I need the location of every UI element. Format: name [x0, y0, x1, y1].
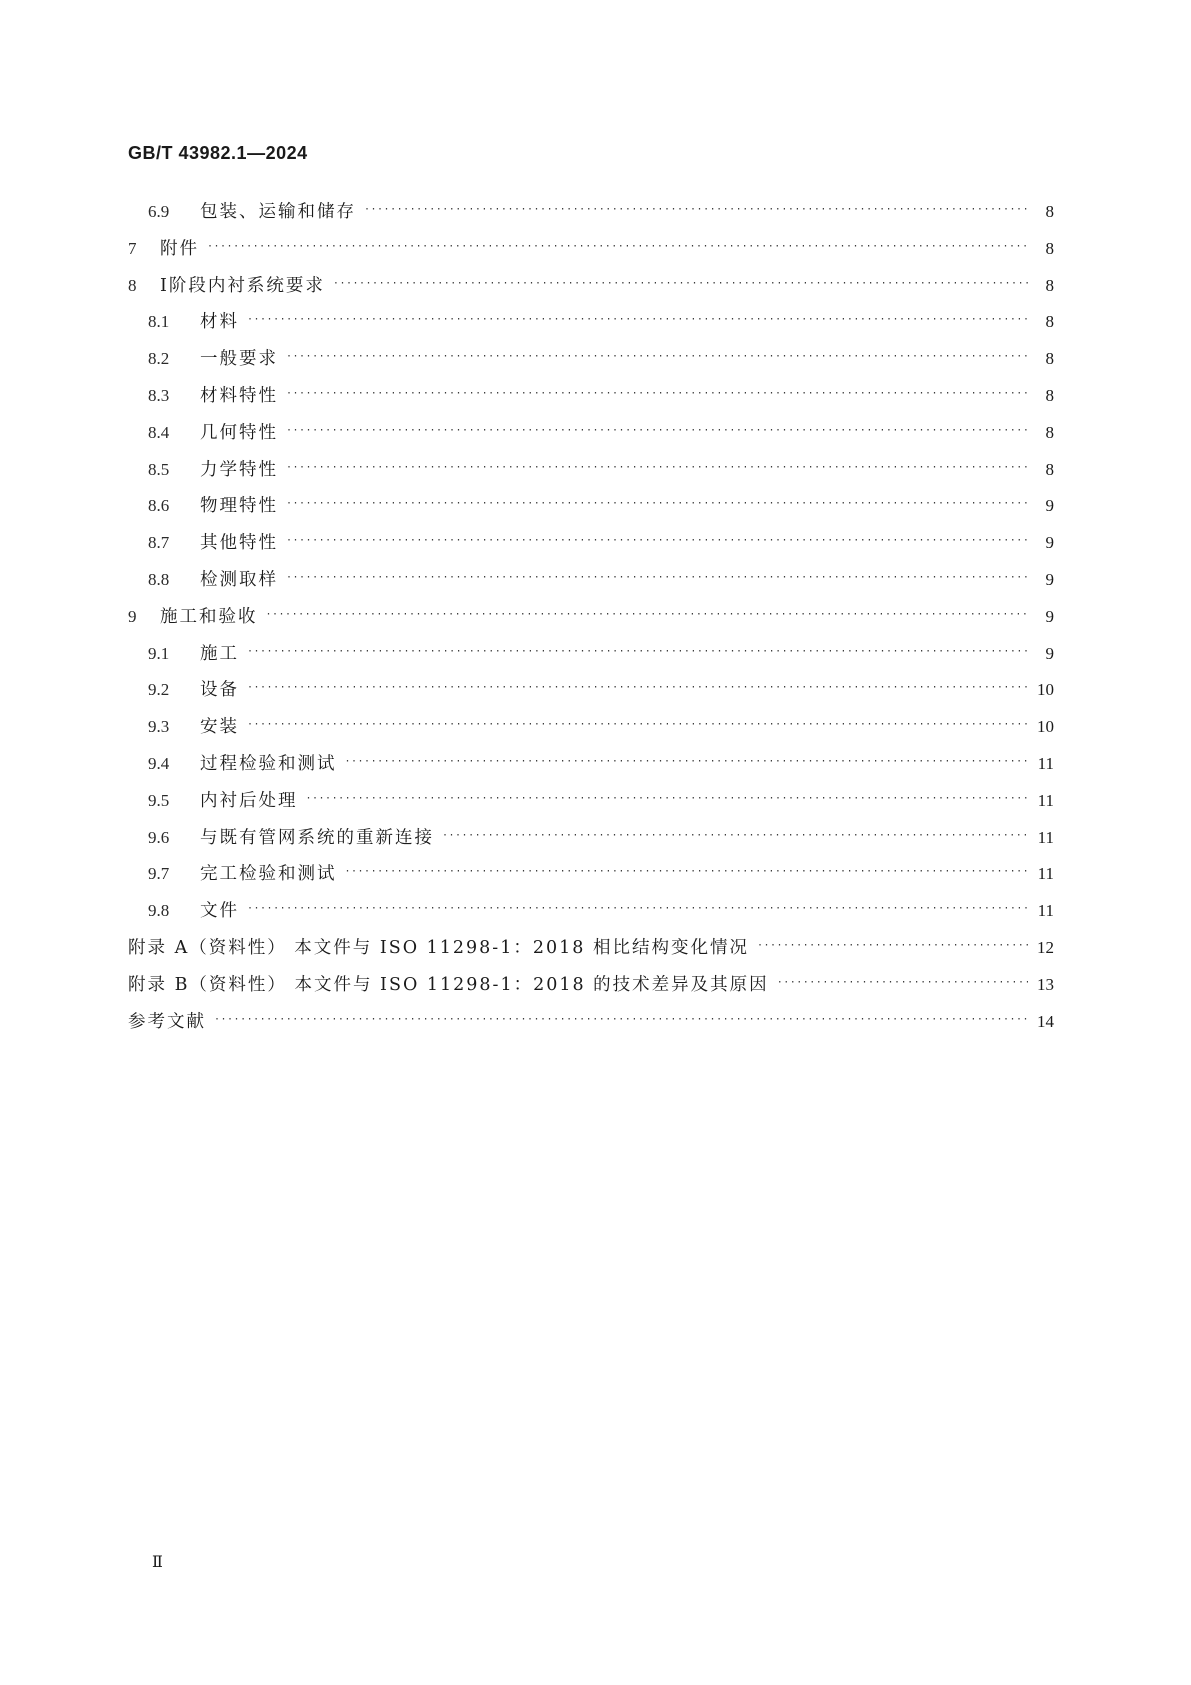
toc-title: 包装、运输和储存	[200, 202, 356, 222]
toc-entry-6-9[interactable]	[128, 194, 1054, 231]
toc-leader-dots	[442, 818, 1028, 855]
toc-title: 一般要求	[200, 349, 278, 370]
toc-leader-dots	[306, 781, 1029, 818]
toc-entry-9-5[interactable]	[128, 783, 1054, 820]
toc-title: 附件	[160, 238, 199, 259]
toc-page-number: 11	[1037, 864, 1054, 884]
toc-leader-dots	[286, 339, 1028, 376]
toc-leader-dots	[345, 744, 1029, 781]
toc-number: 6.9	[148, 202, 170, 221]
toc-number: 8.3	[148, 385, 170, 405]
toc-title: 材料	[200, 312, 239, 333]
toc-title: 施工	[200, 643, 239, 664]
toc-number: 9	[128, 606, 137, 626]
toc-leader-dots	[364, 192, 1028, 229]
toc-page-number: 8	[1045, 238, 1054, 258]
toc-leader-dots	[214, 1002, 1028, 1039]
toc-leader-dots	[207, 229, 1028, 266]
toc-page-number: 11	[1037, 827, 1054, 847]
toc-title: 力学特性	[200, 459, 278, 480]
toc-leader-dots	[247, 634, 1028, 671]
toc-leader-dots	[247, 302, 1028, 339]
toc-number: 8.5	[148, 459, 170, 479]
toc-page-number: 8	[1045, 422, 1054, 442]
toc-number: 9.7	[148, 864, 170, 884]
toc-title: 过程检验和测试	[200, 753, 337, 774]
toc-title: 与既有管网系统的重新连接	[200, 827, 434, 848]
toc-page-number: 9	[1045, 496, 1054, 516]
toc-number: 9.4	[148, 753, 170, 773]
toc-entry-9[interactable]	[128, 599, 1054, 636]
toc-title: 完工检验和测试	[200, 864, 337, 885]
toc-title: 安装	[200, 717, 239, 738]
toc-entry-9-4[interactable]	[128, 746, 1054, 783]
toc-number: 8.7	[148, 533, 170, 553]
toc-entry-annex-b[interactable]	[128, 967, 1054, 1004]
toc-number: 8.2	[148, 349, 170, 369]
toc-entry-9-2[interactable]	[128, 672, 1054, 709]
toc-page-number: 14	[1037, 1011, 1054, 1031]
toc-page-number: 11	[1037, 790, 1054, 810]
toc-page-number: 11	[1037, 753, 1054, 773]
toc-leader-dots	[286, 376, 1028, 413]
toc-page-number: 13	[1037, 974, 1054, 994]
toc-page-number: 9	[1045, 643, 1054, 663]
toc-entry-8-2[interactable]	[128, 341, 1054, 378]
toc-page-number: 8	[1045, 385, 1054, 405]
toc-page-number: 11	[1037, 901, 1054, 921]
page-number: Ⅱ	[152, 1554, 163, 1571]
toc-number: 9.2	[148, 680, 170, 700]
toc-number: 9.8	[148, 901, 170, 921]
toc-title: 参考文献	[128, 1011, 206, 1032]
toc-entry-8-8[interactable]	[128, 562, 1054, 599]
toc-leader-dots	[247, 707, 1028, 744]
toc-entry-7[interactable]	[128, 231, 1054, 268]
toc-leader-dots	[286, 560, 1028, 597]
toc-page-number: 9	[1045, 606, 1054, 626]
toc-number: 9.5	[148, 790, 170, 810]
toc-title: Ⅰ阶段内衬系统要求	[160, 275, 325, 296]
toc-page-number: 8	[1045, 312, 1054, 332]
toc-entry-9-1[interactable]	[128, 636, 1054, 673]
table-of-contents	[128, 194, 1054, 1040]
toc-leader-dots	[757, 928, 1028, 965]
toc-number: 8.1	[148, 312, 170, 332]
toc-number: 9.1	[148, 643, 170, 663]
toc-entry-annex-a[interactable]	[128, 930, 1054, 967]
toc-title: 物理特性	[200, 496, 278, 517]
toc-entry-9-7[interactable]	[128, 856, 1054, 893]
toc-entry-8-4[interactable]	[128, 415, 1054, 452]
toc-entry-9-8[interactable]	[128, 893, 1054, 930]
toc-title: 其他特性	[200, 533, 278, 554]
toc-title: 文件	[200, 901, 239, 922]
toc-entry-8-1[interactable]	[128, 304, 1054, 341]
toc-page-number: 8	[1045, 202, 1054, 221]
toc-leader-dots	[345, 854, 1029, 891]
toc-title: 材料特性	[200, 385, 278, 406]
toc-entry-8-6[interactable]	[128, 488, 1054, 525]
toc-number: 8.8	[148, 569, 170, 589]
toc-page-number: 9	[1045, 533, 1054, 553]
toc-entry-9-3[interactable]	[128, 709, 1054, 746]
toc-number: 8	[128, 275, 137, 295]
toc-number: 9.6	[148, 827, 170, 847]
toc-entry-8-5[interactable]	[128, 452, 1054, 489]
toc-title: 设备	[200, 680, 239, 701]
document-code: GB/T 43982.1—2024	[128, 143, 308, 163]
toc-number: 8.6	[148, 496, 170, 516]
toc-leader-dots	[777, 965, 1028, 1002]
toc-page-number: 10	[1037, 717, 1054, 737]
toc-leader-dots	[247, 891, 1028, 928]
toc-page-number: 8	[1045, 275, 1054, 295]
toc-entry-8[interactable]	[128, 268, 1054, 305]
toc-leader-dots	[247, 670, 1028, 707]
toc-number: 8.4	[148, 422, 170, 442]
toc-title: 附录 B（资料性） 本文件与 ISO 11298-1：2018 的技术差异及其原因	[128, 974, 769, 995]
toc-title: 施工和验收	[160, 606, 258, 627]
toc-leader-dots	[286, 523, 1028, 560]
toc-entry-8-3[interactable]	[128, 378, 1054, 415]
toc-entry-9-6[interactable]	[128, 820, 1054, 857]
toc-entry-references[interactable]	[128, 1004, 1054, 1041]
toc-number: 7	[128, 238, 137, 258]
toc-title: 附录 A（资料性） 本文件与 ISO 11298-1：2018 相比结构变化情况	[128, 937, 749, 958]
toc-title: 内衬后处理	[200, 790, 298, 811]
toc-title: 几何特性	[200, 422, 278, 443]
toc-number: 9.3	[148, 717, 170, 737]
toc-page-number: 8	[1045, 459, 1054, 479]
toc-leader-dots	[266, 597, 1029, 634]
toc-leader-dots	[286, 486, 1028, 523]
toc-leader-dots	[333, 266, 1028, 303]
toc-page-number: 9	[1045, 569, 1054, 589]
toc-page-number: 12	[1037, 937, 1054, 957]
toc-leader-dots	[286, 413, 1028, 450]
toc-title: 检测取样	[200, 569, 278, 590]
toc-leader-dots	[286, 450, 1028, 487]
toc-entry-8-7[interactable]	[128, 525, 1054, 562]
toc-page-number: 8	[1045, 349, 1054, 369]
toc-page-number: 10	[1037, 680, 1054, 700]
